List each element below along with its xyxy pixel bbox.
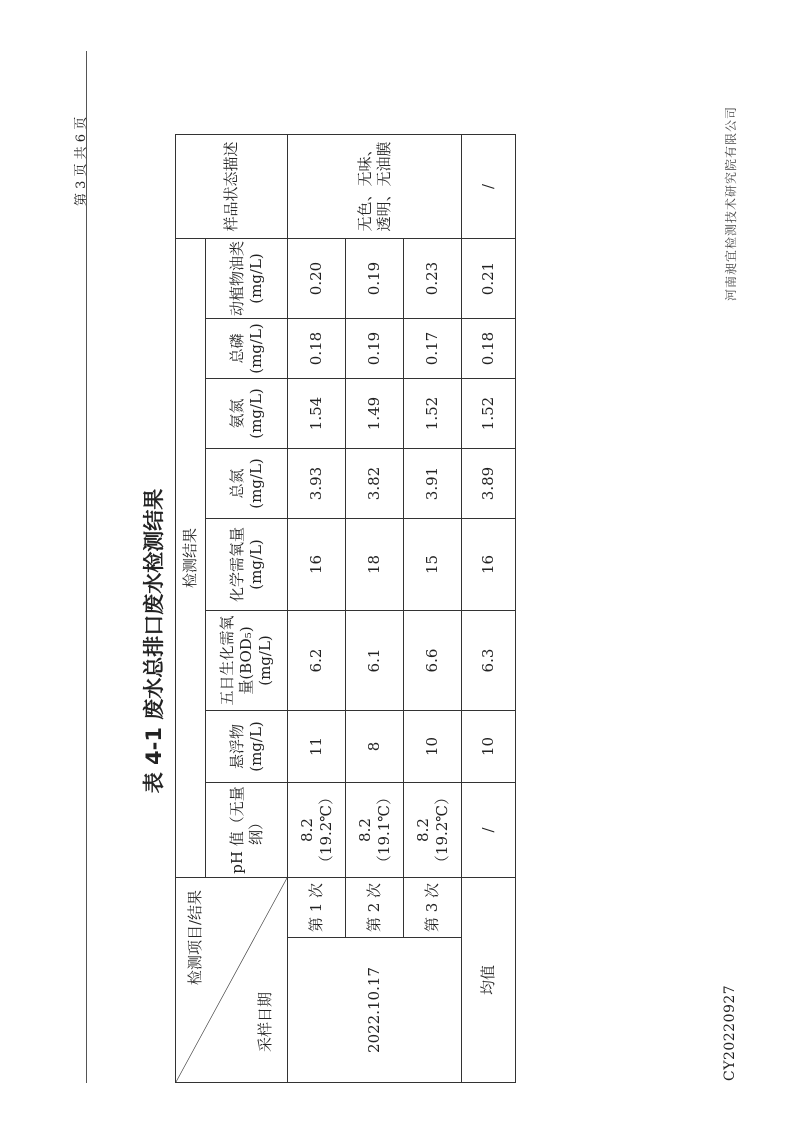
row-label: 第 1 次: [288, 878, 346, 938]
table-row: [288, 134, 346, 1082]
cell-oil: 0.19: [346, 238, 404, 318]
cell-nh3n: 1.54: [288, 379, 346, 449]
cell-ss: 11: [288, 711, 346, 783]
cell-tn: 3.91: [404, 449, 462, 519]
sample-description: 无色、无味、透明、无油膜: [288, 134, 462, 238]
col-header-ph: pH 值（无量纲）: [206, 783, 288, 878]
avg-nh3n: 1.52: [462, 379, 516, 449]
cell-oil: 0.23: [404, 238, 462, 318]
col-header-cod: 化学需氧量 (mg/L): [206, 519, 288, 611]
header-diagonal-cell: [176, 878, 288, 1083]
cell-bod5: 6.2: [288, 611, 346, 711]
avg-bod5: 6.3: [462, 611, 516, 711]
col-header-ss: 悬浮物 (mg/L): [206, 711, 288, 783]
row-label: 第 3 次: [404, 878, 462, 938]
cell-tn: 3.82: [346, 449, 404, 519]
header-item-result: 检测项目/结果: [186, 890, 204, 986]
cell-tp: 0.18: [288, 319, 346, 379]
cell-ph: 8.2（19.2℃）: [288, 783, 346, 878]
table-title: 表 4-1 废水总排口废水检测结果: [142, 488, 166, 794]
company-name: 河南昶宜检测技术研究院有限公司: [724, 105, 738, 301]
avg-cod: 16: [462, 519, 516, 611]
row-label: 第 2 次: [346, 878, 404, 938]
average-row: [462, 134, 516, 1082]
avg-oil: 0.21: [462, 238, 516, 318]
avg-ss: 10: [462, 711, 516, 783]
cell-oil: 0.20: [288, 238, 346, 318]
cell-bod5: 6.6: [404, 611, 462, 711]
cell-tp: 0.17: [404, 319, 462, 379]
cell-ss: 10: [404, 711, 462, 783]
wastewater-results-table: [175, 134, 516, 1083]
cell-cod: 18: [346, 519, 404, 611]
sample-date: 2022.10.17: [288, 938, 462, 1083]
avg-ph: /: [462, 783, 516, 878]
header-rule: [86, 51, 87, 1083]
avg-tp: 0.18: [462, 319, 516, 379]
col-header-oil: 动植物油类 (mg/L): [206, 238, 288, 318]
cell-ph: 8.2（19.1℃）: [346, 783, 404, 878]
cell-bod5: 6.1: [346, 611, 404, 711]
col-header-tn: 总氮 (mg/L): [206, 449, 288, 519]
header-description: 样品状态描述: [176, 134, 288, 238]
average-label: 均值: [462, 878, 516, 1083]
avg-tn: 3.89: [462, 449, 516, 519]
cell-ph: 8.2（19.2℃）: [404, 783, 462, 878]
col-header-nh3n: 氨氮 (mg/L): [206, 379, 288, 449]
page-number: 第 3 页 共 6 页: [74, 116, 89, 206]
cell-nh3n: 1.49: [346, 379, 404, 449]
col-header-bod5: 五日生化需氧量(BOD₅) (mg/L): [206, 611, 288, 711]
avg-description: /: [462, 134, 516, 238]
cell-ss: 8: [346, 711, 404, 783]
header-sample-date: 采样日期: [256, 991, 275, 1052]
header-results: 检测结果: [176, 238, 206, 877]
cell-cod: 16: [288, 519, 346, 611]
col-header-tp: 总磷 (mg/L): [206, 319, 288, 379]
cell-cod: 15: [404, 519, 462, 611]
cell-tp: 0.19: [346, 319, 404, 379]
cell-nh3n: 1.52: [404, 379, 462, 449]
document-code: CY20220927: [722, 984, 738, 1081]
cell-tn: 3.93: [288, 449, 346, 519]
